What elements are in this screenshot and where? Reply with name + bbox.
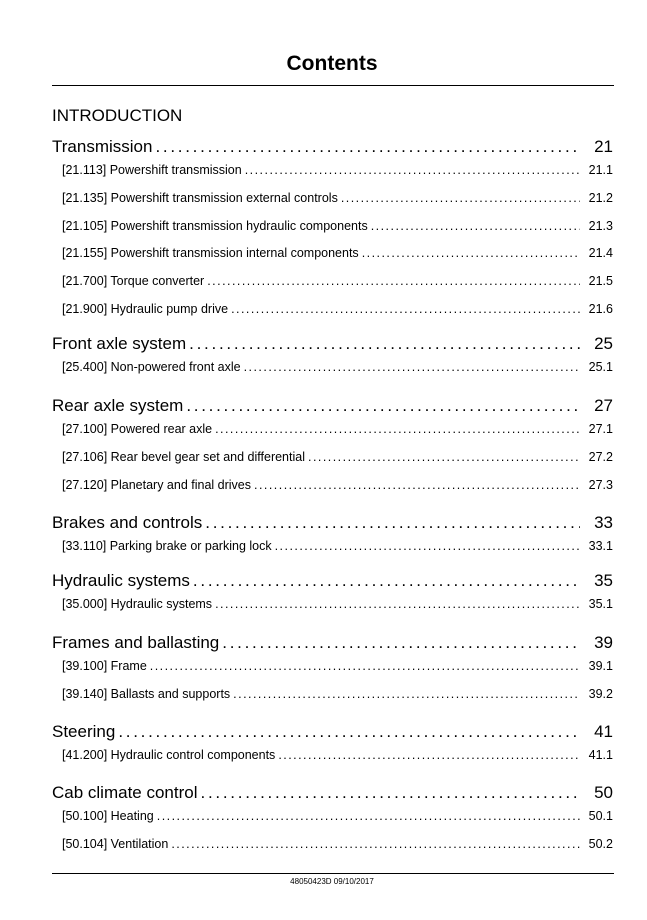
dot-leader: [222, 633, 580, 653]
toc-subsection-entry-label: [39.140] Ballasts and supports: [62, 686, 231, 701]
toc-subsection-entry-page-number: 33.1: [588, 539, 613, 553]
dot-leader: [371, 219, 580, 233]
toc-section-entry-label: Cab climate control: [52, 783, 198, 802]
toc-subsection-entry-page-number: 27.1: [588, 422, 613, 436]
toc-subsection-entry[interactable]: [62, 302, 613, 316]
toc-section-entry-page-number: 39: [594, 633, 613, 652]
toc-subsection-entry[interactable]: [62, 422, 613, 436]
toc-subsection-entry-label: [50.100] Heating: [62, 809, 154, 823]
toc-subsection-entry-page-number: 25.1: [588, 360, 613, 374]
intro-heading[interactable]: INTRODUCTION: [52, 106, 183, 125]
toc-section-entry-label: Transmission: [52, 137, 153, 156]
toc-section-entry[interactable]: [52, 783, 613, 803]
dot-leader: [233, 687, 580, 701]
toc-subsection-entry-label: [27.100] Powered rear axle: [62, 422, 213, 436]
toc-section-entry-page-number: 33: [594, 513, 613, 532]
toc-section-entry[interactable]: [52, 396, 613, 416]
toc-section-entry-label: Rear axle system: [52, 396, 184, 415]
toc-subsection-entry-label: [25.400] Non-powered front axle: [62, 360, 241, 374]
dot-leader: [193, 571, 580, 591]
toc-subsection-entry-page-number: 21.1: [588, 163, 613, 177]
toc-section-entry-page-number: 27: [594, 396, 613, 415]
toc-subsection-entry-page-number: 21.6: [588, 302, 613, 316]
toc-section-entry-page-number: 21: [594, 137, 613, 156]
dot-leader: [341, 191, 580, 205]
dot-leader: [150, 659, 580, 673]
toc-section-entry-label: Hydraulic systems: [52, 571, 190, 590]
toc-subsection-entry-page-number: 27.2: [588, 449, 613, 464]
dot-leader: [215, 422, 580, 436]
toc-subsection-entry-label: [41.200] Hydraulic control components: [62, 748, 276, 762]
toc-subsection-entry-page-number: 21.5: [588, 274, 613, 289]
dot-leader: [278, 748, 580, 762]
toc-subsection-entry-label: [21.135] Powershift transmission external controls: [62, 190, 338, 205]
dot-leader: [189, 334, 580, 354]
page-title: Contents: [286, 52, 378, 75]
dot-leader: [155, 137, 580, 157]
toc-subsection-entry-page-number: 41.1: [588, 748, 613, 762]
dot-leader: [231, 302, 580, 316]
toc-subsection-entry-page-number: 39.1: [588, 659, 613, 673]
dot-leader: [171, 837, 580, 851]
dot-leader: [362, 246, 580, 260]
dot-leader: [275, 539, 580, 553]
footer-document-id: 48050423D 09/10/2017: [290, 877, 374, 886]
toc-subsection-entry-label: [50.104] Ventilation: [62, 836, 169, 851]
toc-section-entry[interactable]: [52, 633, 613, 653]
toc-subsection-entry-label: [21.113] Powershift transmission: [62, 163, 242, 177]
toc-subsection-entry[interactable]: [62, 274, 613, 288]
toc-subsection-entry[interactable]: [62, 450, 613, 464]
dot-leader: [215, 597, 580, 611]
toc-section-entry-label: Frames and ballasting: [52, 633, 220, 652]
toc-subsection-entry-label: [35.000] Hydraulic systems: [62, 597, 213, 611]
toc-subsection-entry-page-number: 50.1: [588, 809, 613, 823]
toc-subsection-entry-label: [21.700] Torque converter: [62, 274, 205, 289]
toc-subsection-entry-page-number: 50.2: [588, 836, 613, 851]
toc-section-entry-page-number: 35: [594, 571, 613, 590]
toc-subsection-entry-page-number: 35.1: [588, 597, 613, 611]
toc-section-entry-page-number: 25: [594, 334, 613, 353]
toc-subsection-entry[interactable]: [62, 659, 613, 673]
dot-leader: [186, 396, 580, 416]
toc-subsection-entry[interactable]: [62, 597, 613, 611]
toc-subsection-entry-label: [33.110] Parking brake or parking lock: [62, 539, 272, 553]
toc-subsection-entry-page-number: 21.4: [588, 246, 613, 261]
dot-leader: [157, 809, 580, 823]
toc-subsection-entry[interactable]: [62, 837, 613, 851]
toc-section-entry[interactable]: [52, 722, 613, 742]
toc-section-entry-label: Front axle system: [52, 334, 187, 353]
toc-subsection-entry[interactable]: [62, 809, 613, 823]
toc-section-entry[interactable]: [52, 571, 613, 591]
dot-leader: [245, 163, 580, 177]
toc-subsection-entry-label: [21.155] Powershift transmission internal components: [62, 246, 359, 261]
toc-subsection-entry[interactable]: [62, 219, 613, 233]
toc-section-entry-page-number: 50: [594, 783, 613, 802]
toc-subsection-entry[interactable]: [62, 539, 613, 553]
dot-leader: [308, 450, 580, 464]
toc-subsection-entry-label: [27.120] Planetary and final drives: [62, 477, 252, 492]
toc-subsection-entry-label: [21.900] Hydraulic pump drive: [62, 302, 229, 316]
toc-subsection-entry[interactable]: [62, 360, 613, 374]
toc-subsection-entry-label: [39.100] Frame: [62, 659, 147, 673]
toc-subsection-entry[interactable]: [62, 478, 613, 492]
dot-leader: [201, 783, 580, 803]
toc-subsection-entry[interactable]: [62, 163, 613, 177]
dot-leader: [254, 478, 580, 492]
dot-leader: [244, 360, 580, 374]
toc-section-entry-label: Brakes and controls: [52, 513, 203, 532]
toc-subsection-entry-page-number: 39.2: [588, 686, 613, 701]
toc-subsection-entry-page-number: 21.2: [588, 190, 613, 205]
dot-leader: [207, 274, 580, 288]
toc-section-entry[interactable]: [52, 137, 613, 157]
toc-subsection-entry-page-number: 21.3: [588, 218, 613, 233]
toc-subsection-entry[interactable]: [62, 191, 613, 205]
dot-leader: [205, 513, 580, 533]
toc-subsection-entry-label: [27.106] Rear bevel gear set and differential: [62, 449, 305, 464]
dot-leader: [118, 722, 580, 742]
toc-subsection-entry-label: [21.105] Powershift transmission hydraulic components: [62, 218, 368, 233]
toc-subsection-entry-page-number: 27.3: [588, 477, 613, 492]
toc-section-entry[interactable]: [52, 513, 613, 533]
toc-section-entry[interactable]: [52, 334, 613, 354]
toc-subsection-entry[interactable]: [62, 687, 613, 701]
toc-subsection-entry[interactable]: [62, 748, 613, 762]
footer-divider: [52, 873, 614, 874]
toc-subsection-entry[interactable]: [62, 246, 613, 260]
toc-section-entry-label: Steering: [52, 722, 116, 741]
toc-section-entry-page-number: 41: [594, 722, 613, 741]
